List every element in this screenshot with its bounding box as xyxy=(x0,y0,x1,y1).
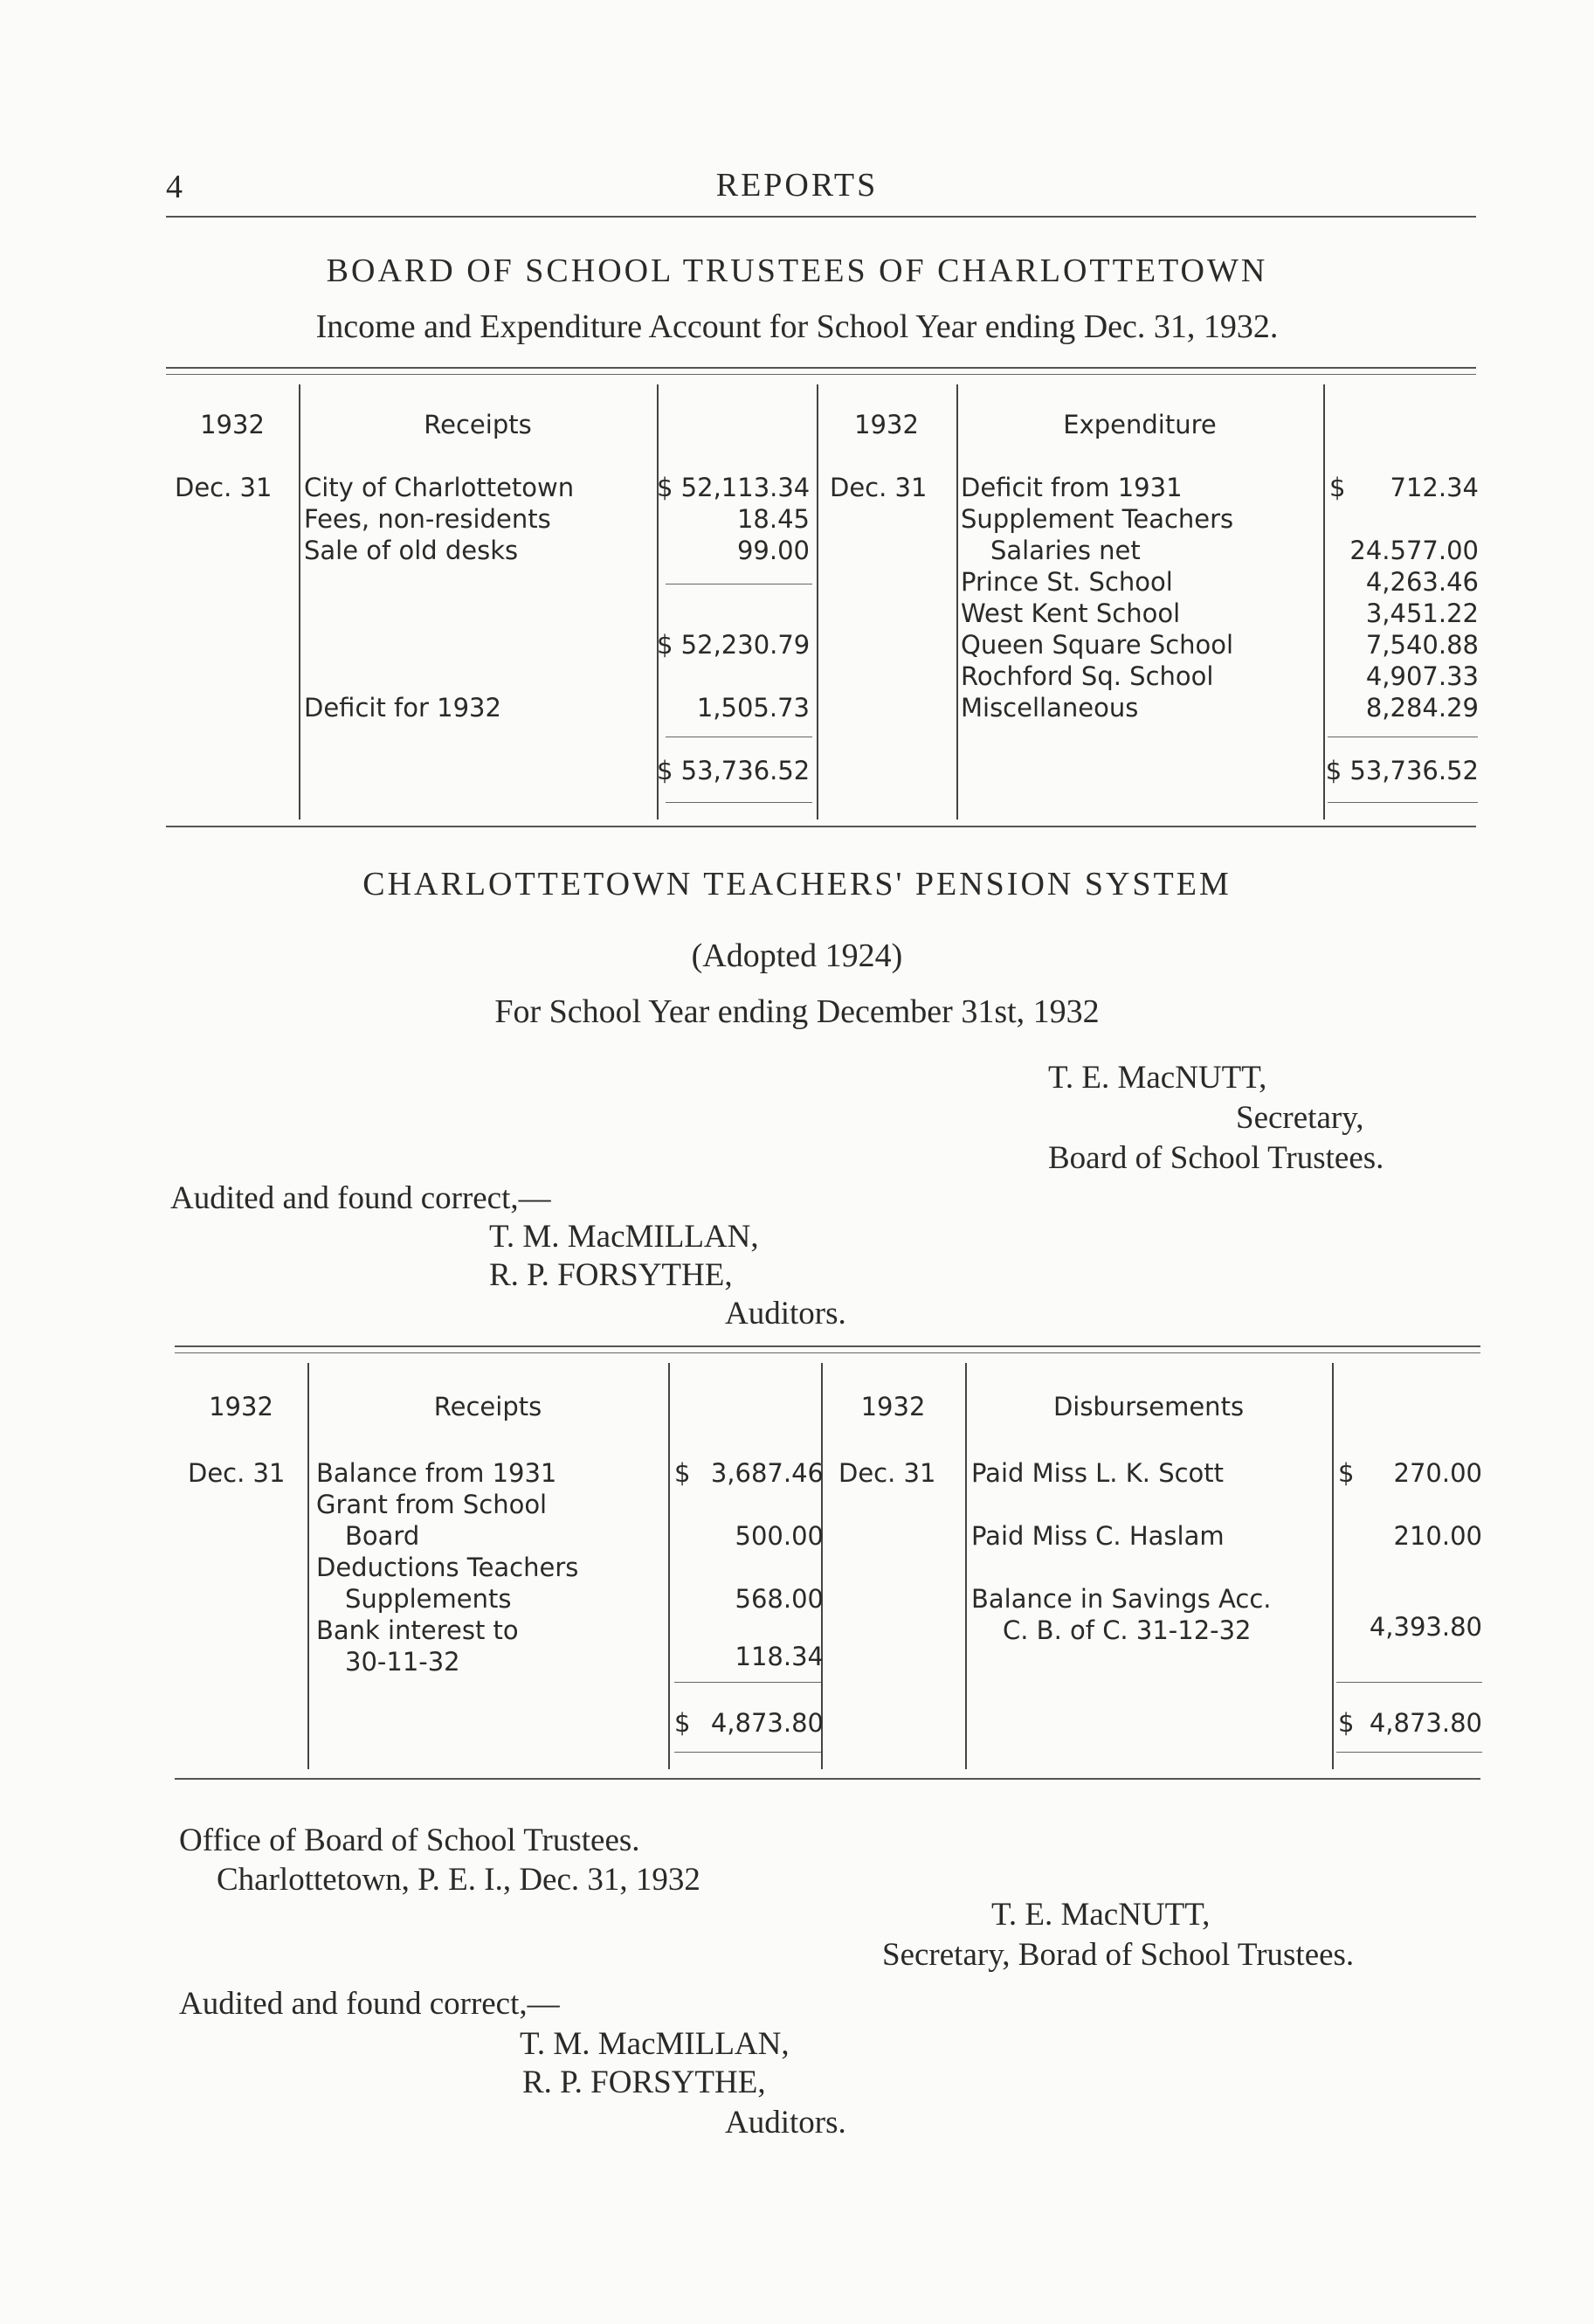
pension-disbursement-amount: 270.00 xyxy=(1393,1458,1482,1488)
trustees-audit-intro: Audited and found correct,— xyxy=(170,1180,551,1216)
trustees-left-year: 1932 xyxy=(200,410,265,439)
pension-right-year: 1932 xyxy=(860,1392,926,1421)
pension-auditor-1: T. M. MacMILLAN, xyxy=(520,2026,790,2062)
pension-auditor-2: R. P. FORSYTHE, xyxy=(522,2065,766,2100)
trustees-auditors-label: Auditors. xyxy=(725,1296,846,1331)
running-title: REPORTS xyxy=(715,167,879,204)
trustees-expenditure-currency: $ xyxy=(1329,473,1346,502)
trustees-expenditure-label: Supplement Teachers xyxy=(961,504,1234,534)
trustees-expenditure-total: $ 53,736.52 xyxy=(1325,756,1479,785)
trustees-expenditure-label: Queen Square School xyxy=(961,630,1234,660)
trustees-expenditure-label: Miscellaneous xyxy=(961,693,1139,723)
trustees-expenditure-label: Prince St. School xyxy=(961,567,1173,597)
trustees-receipt-label: Sale of old desks xyxy=(304,536,519,565)
pension-disbursement-currency: $ xyxy=(1338,1458,1355,1488)
pension-disbursement-amount: 210.00 xyxy=(1393,1521,1482,1551)
trustees-subtitle: Income and Expenditure Account for School Year ending Dec. 31, 1932. xyxy=(315,308,1279,345)
trustees-auditor-1: T. M. MacMILLAN, xyxy=(489,1219,759,1255)
pension-receipt-amount: 500.00 xyxy=(735,1521,824,1551)
pension-adopted: (Adopted 1924) xyxy=(691,937,903,974)
trustees-expenditure-amount: 3,451.22 xyxy=(1365,598,1479,628)
pension-secretary-name: T. E. MacNUTT, xyxy=(991,1897,1211,1933)
trustees-left-date: Dec. 31 xyxy=(175,473,273,502)
trustees-expenditure-label: Salaries net xyxy=(990,536,1141,565)
trustees-expenditure-label: Deficit from 1931 xyxy=(961,473,1183,502)
pension-disbursement-label: Paid Miss L. K. Scott xyxy=(971,1458,1225,1488)
pension-secretary-role: Secretary, Borad of School Trustees. xyxy=(882,1937,1355,1973)
header-rule xyxy=(166,216,1476,218)
trustees-deficit-label: Deficit for 1932 xyxy=(304,693,501,723)
pension-disbursement-label-cont: C. B. of C. 31-12-32 xyxy=(1003,1615,1252,1645)
pension-receipts-header: Receipts xyxy=(433,1392,542,1421)
trustees-receipt-amount: 18.45 xyxy=(736,504,810,534)
trustees-deficit-amount: 1,505.73 xyxy=(696,693,810,723)
trustees-secretary-org: Board of School Trustees. xyxy=(1048,1140,1384,1176)
pension-left-date: Dec. 31 xyxy=(188,1458,286,1488)
trustees-right-year: 1932 xyxy=(854,410,919,439)
trustees-receipt-label: City of Charlottetown xyxy=(304,473,575,502)
trustees-expenditure-amount: 712.34 xyxy=(1390,473,1479,502)
trustees-expenditure-header: Expenditure xyxy=(1063,410,1217,439)
trustees-auditor-2: R. P. FORSYTHE, xyxy=(489,1257,733,1293)
pension-title: CHARLOTTETOWN TEACHERS' PENSION SYSTEM xyxy=(362,866,1232,903)
trustees-expenditure-amount: 24.577.00 xyxy=(1349,536,1479,565)
pension-left-year: 1932 xyxy=(209,1392,273,1421)
pension-right-date: Dec. 31 xyxy=(838,1458,936,1488)
pension-disbursement-label: Balance in Savings Acc. xyxy=(971,1584,1272,1614)
pension-audit-intro: Audited and found correct,— xyxy=(179,1986,560,2022)
pension-receipts-total: 4,873.80 xyxy=(710,1708,824,1738)
pension-receipt-label: Grant from School xyxy=(316,1490,548,1519)
pension-auditors-label: Auditors. xyxy=(725,2105,846,2141)
pension-disbursement-total-currency: $ xyxy=(1338,1708,1355,1738)
trustees-title: BOARD OF SCHOOL TRUSTEES OF CHARLOTTETOWN xyxy=(326,252,1268,289)
trustees-expenditure-amount: 4,907.33 xyxy=(1365,661,1479,691)
pension-receipt-label: Deductions Teachers xyxy=(316,1553,579,1582)
trustees-receipts-total: $ 53,736.52 xyxy=(657,756,811,785)
pension-receipt-amount: 118.34 xyxy=(735,1642,824,1671)
trustees-receipts-header: Receipts xyxy=(424,410,532,439)
trustees-expenditure-amount: 4,263.46 xyxy=(1365,567,1479,597)
trustees-expenditure-label: Rochford Sq. School xyxy=(961,661,1214,691)
pension-receipt-amount: 3,687.46 xyxy=(710,1458,824,1488)
trustees-receipt-amount: $ 52,113.34 xyxy=(657,473,811,502)
pension-receipt-label-cont: Supplements xyxy=(345,1584,512,1614)
trustees-secretary-role: Secretary, xyxy=(1236,1100,1364,1136)
trustees-expenditure-amount: 8,284.29 xyxy=(1365,693,1479,723)
pension-disbursement-amount: 4,393.80 xyxy=(1369,1612,1482,1642)
trustees-secretary-name: T. E. MacNUTT, xyxy=(1048,1060,1267,1096)
pension-office-line-2: Charlottetown, P. E. I., Dec. 31, 1932 xyxy=(217,1862,700,1898)
pension-disbursements-header: Disbursements xyxy=(1052,1392,1245,1421)
page-number: 4 xyxy=(166,169,183,205)
pension-office-line-1: Office of Board of School Trustees. xyxy=(179,1823,640,1858)
trustees-expenditure-label: West Kent School xyxy=(961,598,1181,628)
pension-receipt-label: Bank interest to xyxy=(316,1615,519,1645)
trustees-receipts-subtotal: $ 52,230.79 xyxy=(657,630,811,660)
pension-receipt-label-cont: Board xyxy=(345,1521,420,1551)
trustees-expenditure-amount: 7,540.88 xyxy=(1365,630,1479,660)
trustees-receipt-label: Fees, non-residents xyxy=(304,504,551,534)
pension-subtitle: For School Year ending December 31st, 1932 xyxy=(494,993,1100,1030)
pension-receipt-currency: $ xyxy=(674,1458,691,1488)
pension-receipt-label: Balance from 1931 xyxy=(316,1458,557,1488)
trustees-receipt-amount: 99.00 xyxy=(736,536,810,565)
pension-disbursement-total: 4,873.80 xyxy=(1369,1708,1482,1738)
pension-receipt-amount: 568.00 xyxy=(735,1584,824,1614)
trustees-right-date: Dec. 31 xyxy=(830,473,928,502)
pension-disbursement-label: Paid Miss C. Haslam xyxy=(971,1521,1225,1551)
pension-receipts-total-currency: $ xyxy=(674,1708,691,1738)
pension-receipt-label-cont: 30-11-32 xyxy=(345,1647,460,1677)
